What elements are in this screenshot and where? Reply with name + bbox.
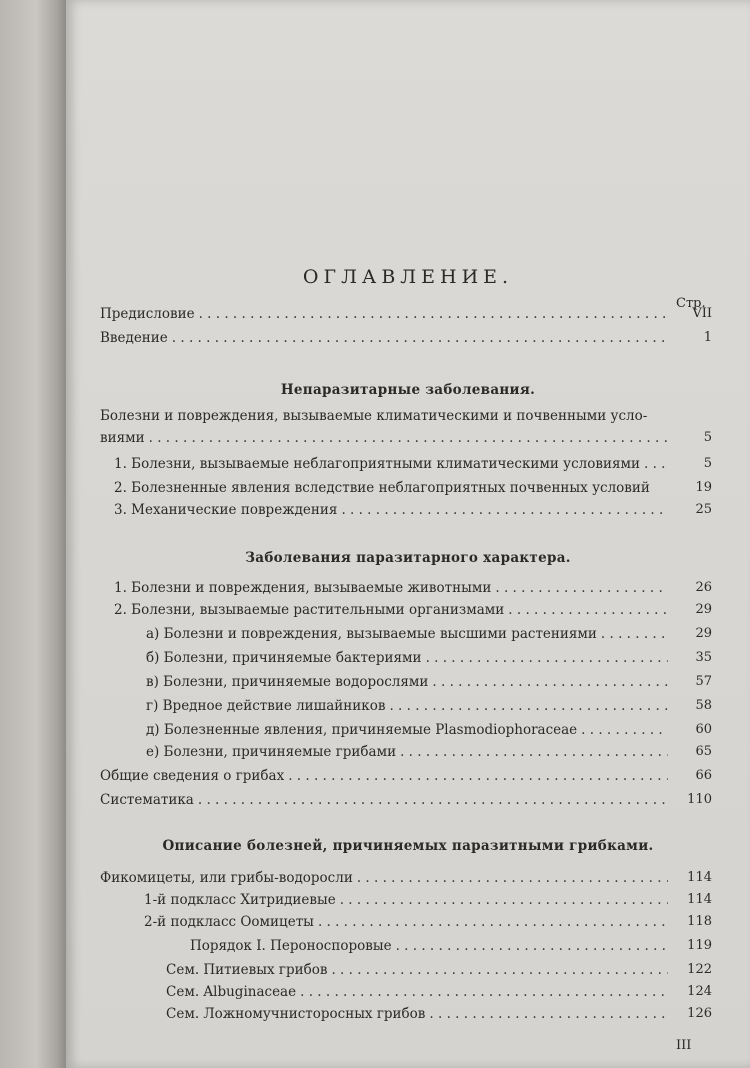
toc-entry-label: Систематика (100, 792, 194, 808)
leader-dots (400, 744, 668, 760)
leader-dots (198, 792, 668, 808)
section-heading-parasitic: Заболевания паразитарного характера. (245, 550, 571, 566)
page-number: III (676, 1038, 692, 1053)
leader-dots (426, 650, 668, 666)
toc-entry-page: 19 (695, 480, 712, 495)
toc-entry (114, 502, 712, 522)
toc-entry-page: 29 (695, 602, 712, 617)
toc-subentry (146, 674, 712, 694)
toc-entry-page: 126 (687, 1006, 712, 1021)
toc-entry-page: 5 (703, 456, 712, 471)
toc-entry-label: 3. Механические повреждения (114, 502, 338, 518)
toc-entry-label: Введение (100, 330, 168, 346)
toc-entry-label: 1. Болезни и повреждения, вызываемые животными (114, 580, 492, 596)
toc-entry-page: 35 (695, 650, 712, 665)
toc-entry (100, 870, 712, 890)
toc-entry-page: VII (692, 306, 712, 321)
toc-entry-page: 124 (687, 984, 712, 999)
toc-entry-page: 114 (687, 870, 712, 885)
toc-subentry (146, 744, 712, 764)
leader-dots (389, 698, 668, 714)
toc-subentry (146, 626, 712, 646)
toc-entry-page: 5 (703, 430, 712, 445)
toc-entry-label: Предисловие (100, 306, 195, 322)
toc-entry-label: Сем. Albuginaceae (166, 984, 297, 1000)
leader-dots (300, 984, 668, 1000)
toc-entry-page: 25 (695, 502, 712, 517)
toc-entry-page: 26 (695, 580, 712, 595)
toc-subentry (166, 962, 712, 982)
leader-dots (288, 768, 668, 784)
page-title: ОГЛАВЛЕНИЕ. (302, 266, 514, 288)
leader-dots (199, 306, 668, 322)
toc-entry-label: Сем. Ложномучнисторосных грибов (166, 1006, 426, 1022)
toc-entry-label: а) Болезни и повреждения, вызываемые высшими растениями (146, 626, 597, 642)
toc-entry-label: Сем. Питиевых грибов (166, 962, 328, 978)
toc-entry-page: 57 (695, 674, 712, 689)
toc-entry-label: Фикомицеты, или грибы-водоросли (100, 870, 353, 886)
leader-dots (149, 430, 668, 446)
toc-entry-preface (100, 306, 712, 326)
leader-dots (396, 938, 668, 954)
toc-entry-page: 58 (695, 698, 712, 713)
toc-entry-label: б) Болезни, причиняемые бактериями (146, 650, 422, 666)
toc-entry-page: 122 (687, 962, 712, 977)
leader-dots (318, 914, 668, 930)
leader-dots (601, 626, 668, 642)
toc-entry-page: 118 (687, 914, 712, 929)
toc-entry (114, 580, 712, 600)
leader-dots (429, 1006, 668, 1022)
toc-entry-label: д) Болезненные явления, причиняемые Plasmodiophoraceae (146, 722, 578, 738)
book-page (66, 0, 750, 1068)
toc-entry-page: 66 (695, 768, 712, 783)
book-spine-edge (0, 0, 66, 1068)
toc-entry-label: Общие сведения о грибах (100, 768, 285, 784)
toc-subentry (146, 722, 712, 742)
leader-dots (508, 602, 668, 618)
toc-entry (114, 480, 712, 500)
section-heading-fungal: Описание болезней, причиняемых паразитными грибками. (162, 838, 654, 854)
toc-entry-label: Порядок I. Пероноспоровые (190, 938, 392, 954)
leader-dots (581, 722, 668, 738)
toc-entry-label: виями (100, 430, 145, 446)
toc-entry-page: 1 (703, 330, 712, 345)
toc-entry-label: 1-й подкласс Хитридиевые (144, 892, 336, 908)
toc-subentry (190, 938, 712, 958)
toc-entry (100, 768, 712, 788)
leader-dots (172, 330, 668, 346)
toc-entry-introduction (100, 330, 712, 350)
leader-dots (357, 870, 668, 886)
page-column-header: Стр. (676, 296, 706, 311)
toc-entry-page: 119 (687, 938, 712, 953)
toc-subentry (166, 1006, 712, 1026)
toc-entry-label: 1. Болезни, вызываемые неблагоприятными климатическими условиями (114, 456, 640, 472)
toc-subentry (146, 650, 712, 670)
toc-entry-label: г) Вредное действие лишайников (146, 698, 386, 714)
toc-entry-label: 2. Болезни, вызываемые растительными организмами (114, 602, 505, 618)
toc-entry-page: 60 (695, 722, 712, 737)
toc-entry (100, 792, 712, 812)
toc-entry-label: 2-й подкласс Оомицеты (144, 914, 314, 930)
toc-entry-page: 29 (695, 626, 712, 641)
leader-dots (340, 892, 668, 908)
toc-subentry (144, 914, 712, 934)
toc-entry-intro-line2 (100, 430, 712, 450)
toc-entry (114, 456, 712, 476)
toc-entry-label: в) Болезни, причиняемые водорослями (146, 674, 429, 690)
leader-dots (341, 502, 668, 518)
toc-entry-intro-line1: Болезни и повреждения, вызываемые климатическими и почвенными усло- (100, 408, 648, 424)
leader-dots (495, 580, 668, 596)
section-heading-nonparasitic: Непаразитарные заболевания. (280, 382, 536, 398)
toc-subentry (146, 698, 712, 718)
toc-entry-page: 114 (687, 892, 712, 907)
leader-dots (644, 456, 668, 472)
toc-entry-label: е) Болезни, причиняемые грибами (146, 744, 397, 760)
toc-entry (114, 602, 712, 622)
toc-entry-page: 65 (695, 744, 712, 759)
toc-entry-page: 110 (687, 792, 712, 807)
toc-entry-label: 2. Болезненные явления вследствие неблагоприятных почвенных условий (114, 480, 650, 496)
leader-dots (331, 962, 668, 978)
leader-dots (432, 674, 668, 690)
toc-subentry (144, 892, 712, 912)
toc-subentry (166, 984, 712, 1004)
